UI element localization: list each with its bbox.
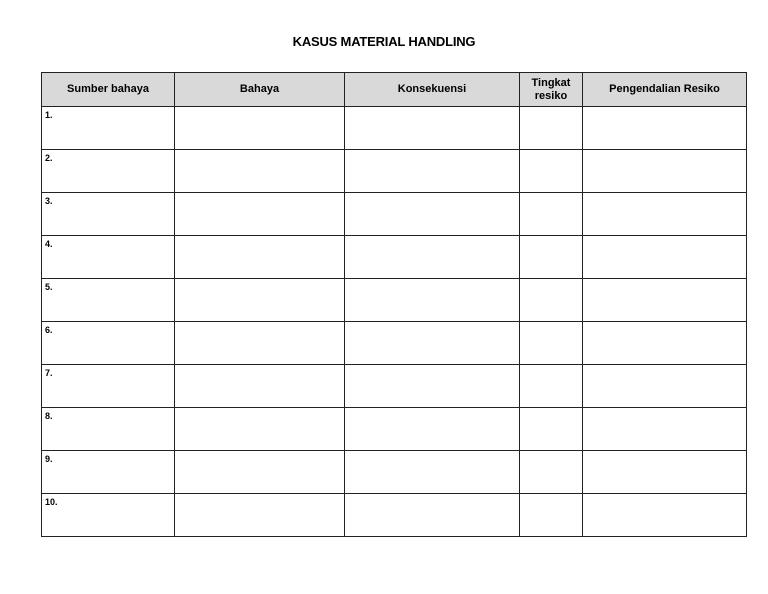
cell-tingkat-resiko[interactable]	[520, 193, 583, 236]
cell-tingkat-resiko[interactable]	[520, 236, 583, 279]
row-number: 5.	[45, 282, 53, 292]
cell-tingkat-resiko[interactable]	[520, 451, 583, 494]
row-number: 10.	[45, 497, 58, 507]
row-number: 1.	[45, 110, 53, 120]
cell-konsekuensi[interactable]	[345, 279, 520, 322]
cell-pengendalian-resiko[interactable]	[583, 408, 747, 451]
table-header-row	[42, 73, 747, 107]
cell-tingkat-resiko[interactable]	[520, 279, 583, 322]
cell-bahaya[interactable]	[175, 365, 345, 408]
cell-sumber-bahaya[interactable]	[42, 236, 175, 279]
row-number: 8.	[45, 411, 53, 421]
row-number: 7.	[45, 368, 53, 378]
hazard-table	[41, 72, 747, 537]
table-row	[42, 193, 747, 236]
cell-sumber-bahaya[interactable]	[42, 150, 175, 193]
header-sumber-bahaya: Sumber bahaya	[42, 73, 175, 107]
cell-konsekuensi[interactable]	[345, 408, 520, 451]
table-row	[42, 279, 747, 322]
header-bahaya: Bahaya	[175, 73, 345, 107]
row-number: 6.	[45, 325, 53, 335]
cell-bahaya[interactable]	[175, 236, 345, 279]
cell-sumber-bahaya[interactable]	[42, 451, 175, 494]
header-tingkat-resiko: Tingkat resiko	[520, 73, 583, 107]
cell-sumber-bahaya[interactable]	[42, 365, 175, 408]
row-number: 3.	[45, 196, 53, 206]
cell-tingkat-resiko[interactable]	[520, 150, 583, 193]
table-row	[42, 322, 747, 365]
cell-tingkat-resiko[interactable]	[520, 322, 583, 365]
cell-bahaya[interactable]	[175, 408, 345, 451]
table-row	[42, 150, 747, 193]
table-row	[42, 236, 747, 279]
cell-tingkat-resiko[interactable]	[520, 107, 583, 150]
header-konsekuensi: Konsekuensi	[345, 73, 520, 107]
cell-sumber-bahaya[interactable]	[42, 408, 175, 451]
cell-sumber-bahaya[interactable]	[42, 107, 175, 150]
cell-tingkat-resiko[interactable]	[520, 365, 583, 408]
cell-konsekuensi[interactable]	[345, 236, 520, 279]
cell-pengendalian-resiko[interactable]	[583, 150, 747, 193]
cell-konsekuensi[interactable]	[345, 150, 520, 193]
cell-pengendalian-resiko[interactable]	[583, 322, 747, 365]
cell-pengendalian-resiko[interactable]	[583, 494, 747, 537]
row-number: 4.	[45, 239, 53, 249]
cell-pengendalian-resiko[interactable]	[583, 107, 747, 150]
cell-tingkat-resiko[interactable]	[520, 408, 583, 451]
table-body	[42, 107, 747, 537]
cell-bahaya[interactable]	[175, 451, 345, 494]
table-row	[42, 408, 747, 451]
row-number: 9.	[45, 454, 53, 464]
cell-pengendalian-resiko[interactable]	[583, 365, 747, 408]
cell-konsekuensi[interactable]	[345, 365, 520, 408]
cell-sumber-bahaya[interactable]	[42, 193, 175, 236]
cell-konsekuensi[interactable]	[345, 494, 520, 537]
cell-konsekuensi[interactable]	[345, 322, 520, 365]
cell-bahaya[interactable]	[175, 279, 345, 322]
cell-sumber-bahaya[interactable]	[42, 322, 175, 365]
cell-bahaya[interactable]	[175, 193, 345, 236]
table-row	[42, 451, 747, 494]
cell-konsekuensi[interactable]	[345, 107, 520, 150]
cell-konsekuensi[interactable]	[345, 451, 520, 494]
cell-pengendalian-resiko[interactable]	[583, 236, 747, 279]
cell-pengendalian-resiko[interactable]	[583, 279, 747, 322]
cell-tingkat-resiko[interactable]	[520, 494, 583, 537]
cell-bahaya[interactable]	[175, 107, 345, 150]
header-pengendalian-resiko: Pengendalian Resiko	[583, 73, 747, 107]
cell-sumber-bahaya[interactable]	[42, 494, 175, 537]
table-row	[42, 365, 747, 408]
document-title: KASUS MATERIAL HANDLING	[292, 34, 476, 49]
cell-bahaya[interactable]	[175, 150, 345, 193]
cell-konsekuensi[interactable]	[345, 193, 520, 236]
cell-pengendalian-resiko[interactable]	[583, 193, 747, 236]
cell-pengendalian-resiko[interactable]	[583, 451, 747, 494]
cell-bahaya[interactable]	[175, 494, 345, 537]
cell-bahaya[interactable]	[175, 322, 345, 365]
table-row	[42, 107, 747, 150]
row-number: 2.	[45, 153, 53, 163]
table-row	[42, 494, 747, 537]
cell-sumber-bahaya[interactable]	[42, 279, 175, 322]
